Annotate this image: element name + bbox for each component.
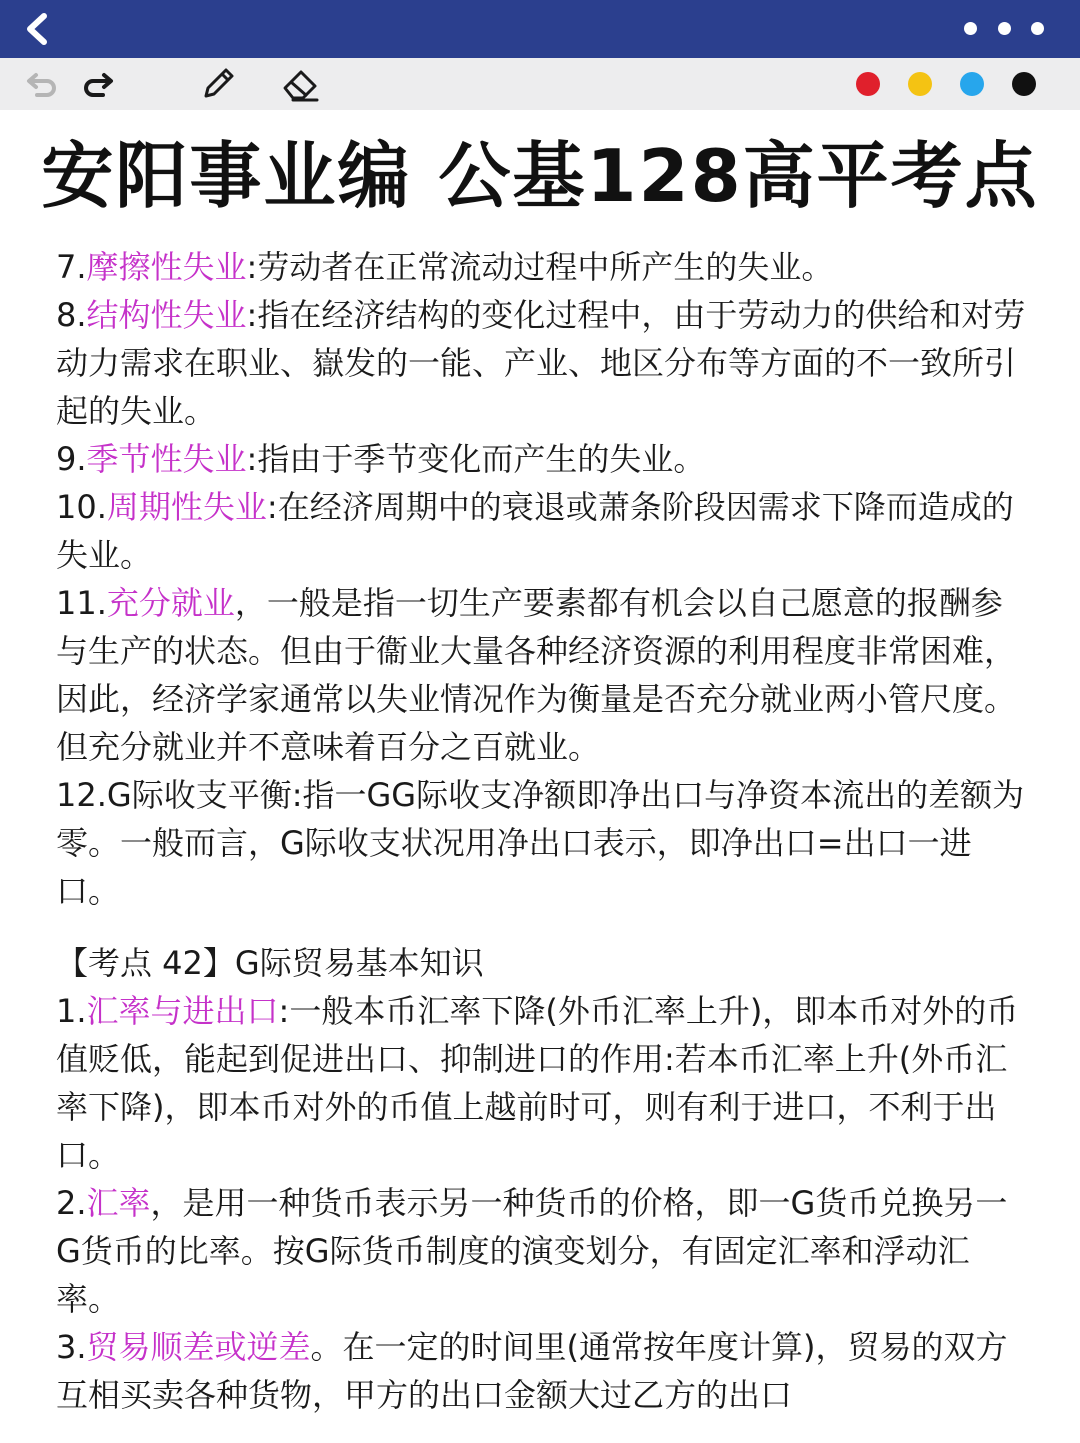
redo-icon <box>81 69 115 99</box>
highlighted-term: 充分就业 <box>106 584 235 622</box>
more-options-button[interactable] <box>964 8 1044 48</box>
highlighted-term: 贸易顺差或逆差 <box>86 1328 311 1366</box>
pencil-tool-button[interactable] <box>196 62 240 106</box>
paragraph <box>56 579 1028 771</box>
color-swatch-yellow[interactable] <box>908 72 932 96</box>
paragraph-number: 9. <box>56 440 87 478</box>
paragraph-number: 3. <box>56 1328 87 1366</box>
undo-icon <box>25 69 59 99</box>
paragraph-number: 8. <box>56 296 87 334</box>
paragraph-text: :指由于季节变化而产生的失业。 <box>246 440 706 478</box>
paragraph-text: ，一般是指一切生产要素都有机会以自己愿意的报酬参与生产的状态。但由于衞业大量各种经济资源的利用程度非常困难，因此，经济学家通常以失业情况作为衡量是否充分就业两小管尺度。但充分就业并不意味着百分之百就业。 <box>56 584 1017 766</box>
paragraph-text: 。在一定的时间里(通常按年度计算)，贸易的双方互相买卖各种货物，甲方的出口金额大过乙方的出口 <box>56 1328 1008 1414</box>
redo-button[interactable] <box>76 62 120 106</box>
more-dot-icon <box>964 22 977 35</box>
paragraph-number: 1. <box>56 992 87 1030</box>
paragraph <box>56 987 1028 1179</box>
paragraph <box>56 291 1028 435</box>
paragraph <box>56 243 1028 291</box>
highlighted-term: 汇率与进出口 <box>86 992 279 1030</box>
paragraph <box>56 771 1028 915</box>
pencil-icon <box>198 64 238 104</box>
page-title: 安阳事业编 公基128高平考点 <box>41 134 1039 218</box>
paragraph-number: 2. <box>56 1184 87 1222</box>
back-button[interactable] <box>14 6 60 52</box>
paragraph-text: :指在经济结构的变化过程中，由于劳动力的供给和对劳动力需求在职业、嶽发的一能、产业、地区分布等方面的不一致所引起的失业。 <box>56 296 1026 430</box>
section-paragraph-list <box>56 987 1028 1419</box>
paragraph-number: 10. <box>56 488 107 526</box>
document-body <box>56 243 1028 1419</box>
color-swatch-blue[interactable] <box>960 72 984 96</box>
color-swatch-black[interactable] <box>1012 72 1036 96</box>
paragraph <box>56 435 1028 483</box>
highlighted-term: 摩擦性失业 <box>86 248 247 286</box>
section-heading: 【考点 42】G际贸易基本知识 <box>56 944 484 982</box>
drawing-toolbar <box>0 58 1080 110</box>
paragraph-list <box>56 243 1028 915</box>
paragraph-text: :一般本币汇率下降(外币汇率上升)，即本币对外的币值贬低，能起到促进出口、抑制进口的作用:若本币汇率上升(外币汇率下降)，即本币对外的币值上越前时可，则有利于进口，不利于出口。 <box>56 992 1019 1174</box>
chevron-left-icon <box>22 12 52 46</box>
paragraph <box>56 483 1028 579</box>
eraser-icon <box>279 64 321 104</box>
more-dot-icon <box>1031 22 1044 35</box>
eraser-tool-button[interactable] <box>278 62 322 106</box>
paragraph-text: :在经济周期中的衰退或萧条阶段因需求下降而造成的失业。 <box>56 488 1014 574</box>
paragraph-number: 12.G际收支平衡 <box>56 776 292 814</box>
paragraph <box>56 1179 1028 1323</box>
paragraph-text: :劳动者在正常流动过程中所产生的失业。 <box>246 248 834 286</box>
undo-button[interactable] <box>20 62 64 106</box>
color-swatch-red[interactable] <box>856 72 880 96</box>
highlighted-term: 周期性失业 <box>106 488 267 526</box>
paragraph <box>56 1323 1028 1419</box>
paragraph-number: 7. <box>56 248 87 286</box>
paragraph-text: ，是用一种货币表示另一种货币的价格，即一G货币兑换另一G货币的比率。按G际货币制度的演变划分，有固定汇率和浮动汇率。 <box>56 1184 1008 1318</box>
paragraph-text: :指一GG际收支净额即净出口与净资本流出的差额为零。一般而言，G际收支状况用净出口表示，即净出口=出口一进口。 <box>56 776 1025 910</box>
highlighted-term: 汇率 <box>86 1184 151 1222</box>
top-nav-bar <box>0 0 1080 58</box>
more-dot-icon <box>998 22 1011 35</box>
highlighted-term: 季节性失业 <box>86 440 247 478</box>
paragraph-number: 11. <box>56 584 107 622</box>
highlighted-term: 结构性失业 <box>86 296 247 334</box>
